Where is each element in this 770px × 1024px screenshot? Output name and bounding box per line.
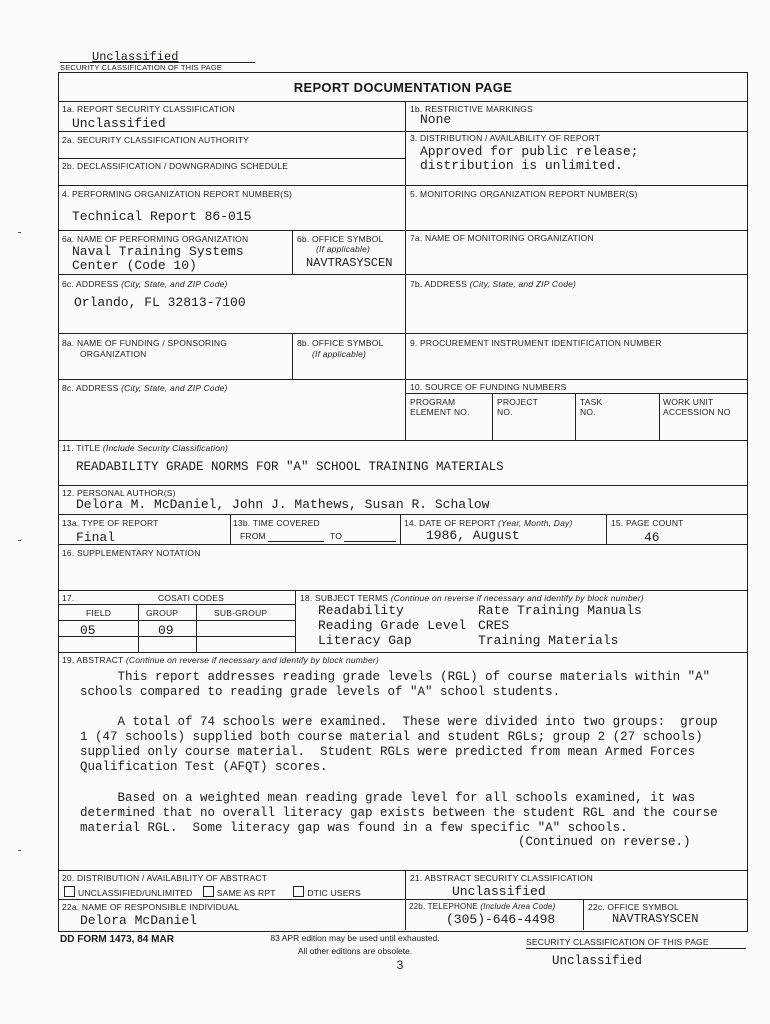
dtic-users-checkbox[interactable] (293, 886, 304, 897)
field-10-col2-line1: PROJECT (497, 397, 539, 407)
field-1a-value: Unclassified (72, 116, 166, 131)
field-13b-from: FROM (240, 531, 266, 541)
margin-mark (18, 540, 21, 541)
field-21-value: Unclassified (452, 884, 546, 899)
field-17-label: 17. (62, 593, 75, 603)
field-8b-label: 8b. OFFICE SYMBOL (297, 338, 384, 348)
field-18-label: 18. SUBJECT TERMS (Continue on reverse if necessary and identify by block number) (300, 593, 644, 603)
subject-term: Reading Grade Level (318, 618, 467, 633)
field-13a-value: Final (76, 530, 116, 545)
field-14-value: 1986, August (426, 528, 520, 543)
cosati-col-subgroup: SUB-GROUP (214, 608, 268, 618)
field-22c-label: 22c. OFFICE SYMBOL (588, 902, 679, 912)
field-8c-label: 8c. ADDRESS (City, State, and ZIP Code) (62, 383, 228, 393)
abstract-paragraph-3: Based on a weighted mean reading grade level for all schools examined, it was determined that no overall literacy gap exists between the student RGL and the course material RGL. Some literacy gap was found in a few specific "A" schools. (80, 791, 718, 835)
subject-term: Literacy Gap (318, 633, 412, 648)
field-11-label: 11. TITLE (Include Security Classification) (62, 443, 229, 453)
field-3-label: 3. DISTRIBUTION / AVAILABILITY OF REPORT (410, 133, 601, 143)
field-12-value: Delora M. McDaniel, John J. Mathews, Susan R. Schalow (76, 497, 490, 512)
same-as-rpt-checkbox[interactable] (203, 886, 214, 897)
field-15-label: 15. PAGE COUNT (611, 518, 684, 528)
field-4-value: Technical Report 86-015 (72, 209, 252, 224)
abstract-continued: (Continued on reverse.) (518, 835, 691, 849)
field-15-value: 46 (644, 530, 660, 545)
field-6a-label: 6a. NAME OF PERFORMING ORGANIZATION (62, 234, 249, 244)
field-7a-label: 7a. NAME OF MONITORING ORGANIZATION (410, 233, 594, 243)
edition-note-1: 83 APR edition may be used until exhausted. (270, 933, 440, 943)
field-10-col1-line2: ELEMENT NO. (410, 407, 470, 417)
field-13b-to: TO (330, 531, 343, 541)
field-6c-label: 6c. ADDRESS (City, State, and ZIP Code) (62, 279, 228, 289)
field-21-label: 21. ABSTRACT SECURITY CLASSIFICATION (410, 873, 593, 883)
subject-term: Readability (318, 603, 404, 618)
cosati-group-value: 09 (158, 623, 174, 638)
abstract-paragraph-2: A total of 74 schools were examined. These were divided into two groups: group 1 (47 schools) supplied both course material and student RGLs; group 2 (27 schools) supplied only course material. Student RGLs were predicted from mean Armed Forces Qualification Test (AFQT) scores. (80, 715, 718, 774)
field-1b-label: 1b. RESTRICTIVE MARKINGS (410, 104, 533, 114)
form-id: DD FORM 1473, 84 MAR (60, 934, 174, 945)
margin-mark (18, 232, 21, 233)
field-13a-label: 13a. TYPE OF REPORT (62, 518, 159, 528)
field-13b-label: 13b. TIME COVERED (233, 518, 320, 528)
cosati-col-field: FIELD (86, 608, 112, 618)
field-10-col3-line2: NO. (580, 407, 596, 417)
field-1b-value: None (420, 112, 452, 127)
field-20-options: UNCLASSIFIED/UNLIMITED SAME AS RPT DTIC USERS (64, 886, 361, 898)
field-10-col3-line1: TASK (580, 397, 603, 407)
subject-term: Rate Training Manuals (478, 603, 642, 618)
page-number: 3 (396, 958, 404, 972)
field-22b-label: 22b. TELEPHONE (Include Area Code) (409, 902, 556, 911)
field-6b-sublabel: (If applicable) (316, 244, 371, 254)
field-10-col1-line1: PROGRAM (410, 397, 456, 407)
field-10-col4-line1: WORK UNIT (663, 397, 714, 407)
form-title: REPORT DOCUMENTATION PAGE (293, 80, 513, 95)
field-2a-label: 2a. SECURITY CLASSIFICATION AUTHORITY (62, 135, 250, 145)
subject-term: CRES (478, 618, 510, 633)
field-6b-value: NAVTRASYSCEN (306, 256, 393, 270)
field-12-label: 12. PERSONAL AUTHOR(S) (62, 488, 176, 498)
field-6a-value-line1: Naval Training Systems (72, 244, 244, 259)
field-8b-sublabel: (If applicable) (312, 349, 367, 359)
field-9-label: 9. PROCUREMENT INSTRUMENT IDENTIFICATION NUMBER (410, 338, 662, 348)
field-22c-value: NAVTRASYSCEN (612, 912, 699, 926)
footer-classification-value: Unclassified (552, 954, 643, 968)
field-3-value-line2: distribution is unlimited. (420, 158, 623, 173)
subject-term: Training Materials (478, 633, 619, 648)
cosati-field-value: 05 (80, 623, 96, 638)
cosati-col-group: GROUP (146, 608, 179, 618)
field-16-label: 16. SUPPLEMENTARY NOTATION (62, 548, 201, 558)
field-2b-label: 2b. DECLASSIFICATION / DOWNGRADING SCHEDULE (62, 161, 289, 171)
abstract-paragraph-1: This report addresses reading grade levels (RGL) of course materials within "A" schools compared to reading grade levels of "A" school students. (80, 670, 711, 699)
field-4-label: 4. PERFORMING ORGANIZATION REPORT NUMBER(S) (62, 189, 293, 199)
field-10-col2-line2: NO. (497, 407, 513, 417)
field-8a-label-line2: ORGANIZATION (80, 349, 147, 359)
field-14-label: 14. DATE OF REPORT (Year, Month, Day) (404, 518, 573, 528)
field-7b-label: 7b. ADDRESS (City, State, and ZIP Code) (410, 279, 577, 289)
field-10-col4-line2: ACCESSION NO (663, 407, 731, 417)
field-6c-value: Orlando, FL 32813-7100 (74, 295, 246, 310)
field-11-value: READABILITY GRADE NORMS FOR "A" SCHOOL TRAINING MATERIALS (76, 460, 504, 474)
field-3-value-line1: Approved for public release; (420, 144, 639, 159)
field-1a-label: 1a. REPORT SECURITY CLASSIFICATION (62, 104, 235, 114)
unclassified-unlimited-checkbox[interactable] (64, 886, 75, 897)
field-19-label: 19. ABSTRACT (Continue on reverse if necessary and identify by block number) (62, 655, 379, 665)
field-22b-value: (305)-646-4498 (446, 912, 556, 927)
edition-note-2: All other editions are obsolete. (297, 946, 413, 956)
field-20-label: 20. DISTRIBUTION / AVAILABILITY OF ABSTRACT (62, 873, 268, 883)
field-22a-label: 22a. NAME OF RESPONSIBLE INDIVIDUAL (62, 902, 240, 912)
field-5-label: 5. MONITORING ORGANIZATION REPORT NUMBER(S) (410, 189, 638, 199)
top-classification-label: SECURITY CLASSIFICATION OF THIS PAGE (60, 63, 223, 72)
footer-classification-label: SECURITY CLASSIFICATION OF THIS PAGE (526, 937, 709, 947)
field-22a-value: Delora McDaniel (80, 913, 198, 928)
field-10-label: 10. SOURCE OF FUNDING NUMBERS (410, 382, 567, 392)
field-6b-label: 6b. OFFICE SYMBOL (297, 234, 384, 244)
field-8a-label-line1: 8a. NAME OF FUNDING / SPONSORING (62, 338, 228, 348)
field-6a-value-line2: Center (Code 10) (72, 258, 197, 273)
margin-mark (18, 850, 21, 851)
cosati-title: COSATI CODES (158, 593, 225, 603)
top-classification: Unclassified (92, 50, 179, 64)
